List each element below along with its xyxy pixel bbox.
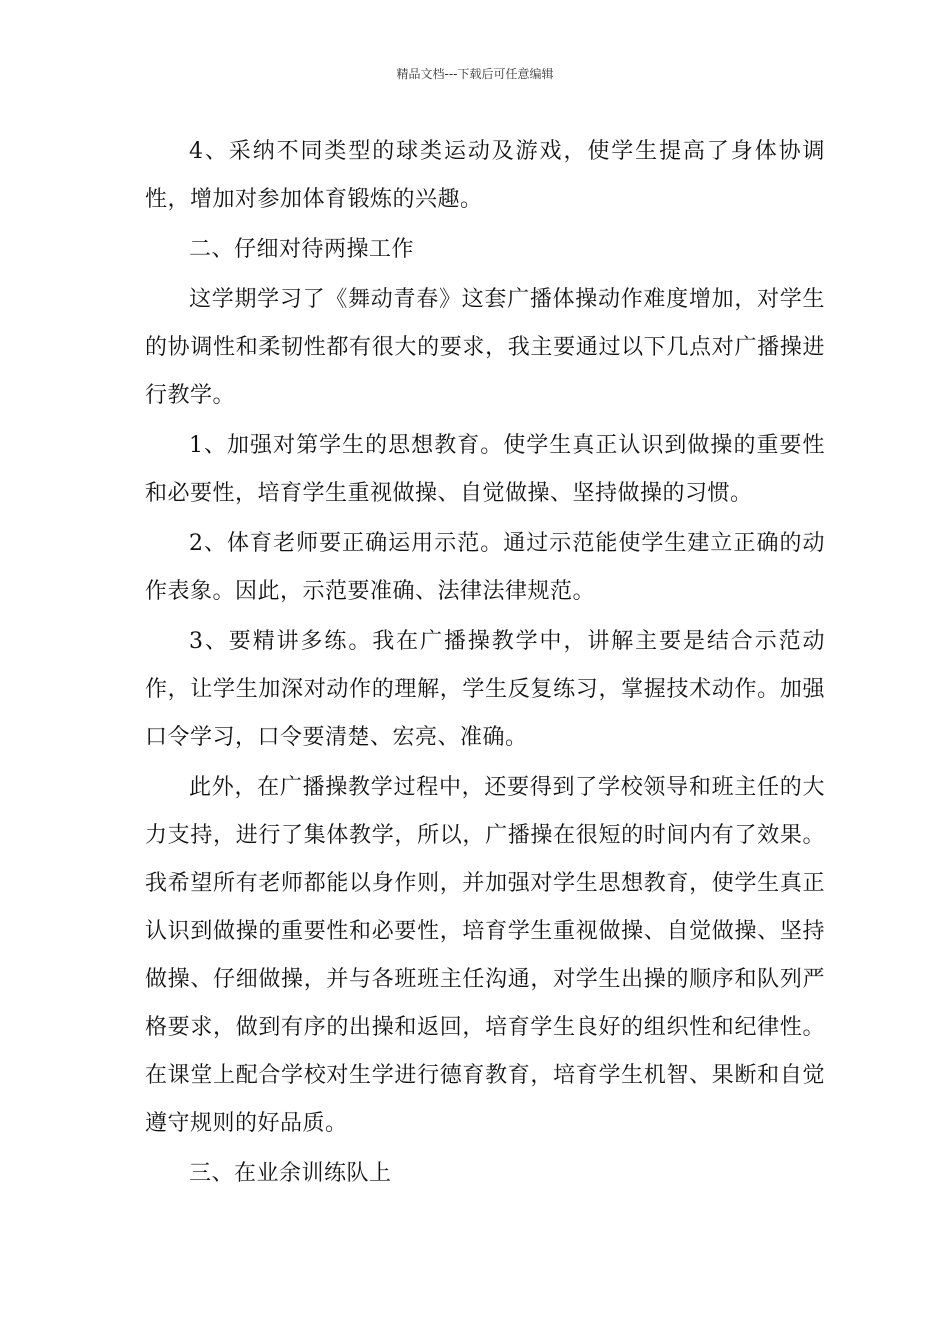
page-header: 精品文档---下载后可任意编辑 <box>396 67 554 81</box>
paragraph-broadcast-exercise-intro: 这学期学习了《舞动青春》这套广播体操动作难度增加，对学生的协调性和柔韧性都有很大的要求，我主要通过以下几点对广播操进行教学。 <box>145 287 825 408</box>
paragraph-point-2: 2、体育老师要正确运用示范。通过示范能使学生建立正确的动作表象。因此，示范要准确、法律法律规范。 <box>145 531 825 604</box>
section-heading-three: 三、在业余训练队上 <box>189 1161 392 1186</box>
document-body <box>145 128 825 1200</box>
paragraph-ball-games: 4、采纳不同类型的球类运动及游戏，使学生提高了身体协调性，增加对参加体育锻炼的兴趣。 <box>145 139 825 212</box>
section-heading-two: 二、仔细对待两操工作 <box>189 237 415 262</box>
paragraph-summary: 此外，在广播操教学过程中，还要得到了学校领导和班主任的大力支持，进行了集体教学，所以，广播操在很短的时间内有了效果。我希望所有老师都能以身作则，并加强对学生思想教育，使学生真正认识到做操的重要性和必要性，培育学生重视做操、自觉做操、坚持做操、仔细做操，并与各班班主任沟通，对学生出操的顺序和队列严格要求，做到有序的出操和返回，培育学生良好的组织性和纪律性。在课堂上配合学校对生学进行德育教育，培育学生机智、果断和自觉遵守规则的好品质。 <box>145 775 825 1136</box>
paragraph-point-3: 3、要精讲多练。我在广播操教学中，讲解主要是结合示范动作，让学生加深对动作的理解，学生反复练习，掌握技术动作。加强口令学习，口令要清楚、宏亮、准确。 <box>145 629 825 750</box>
paragraph-point-1: 1、加强对第学生的思想教育。使学生真正认识到做操的重要性和必要性，培育学生重视做操、自觉做操、坚持做操的习惯。 <box>145 433 825 506</box>
